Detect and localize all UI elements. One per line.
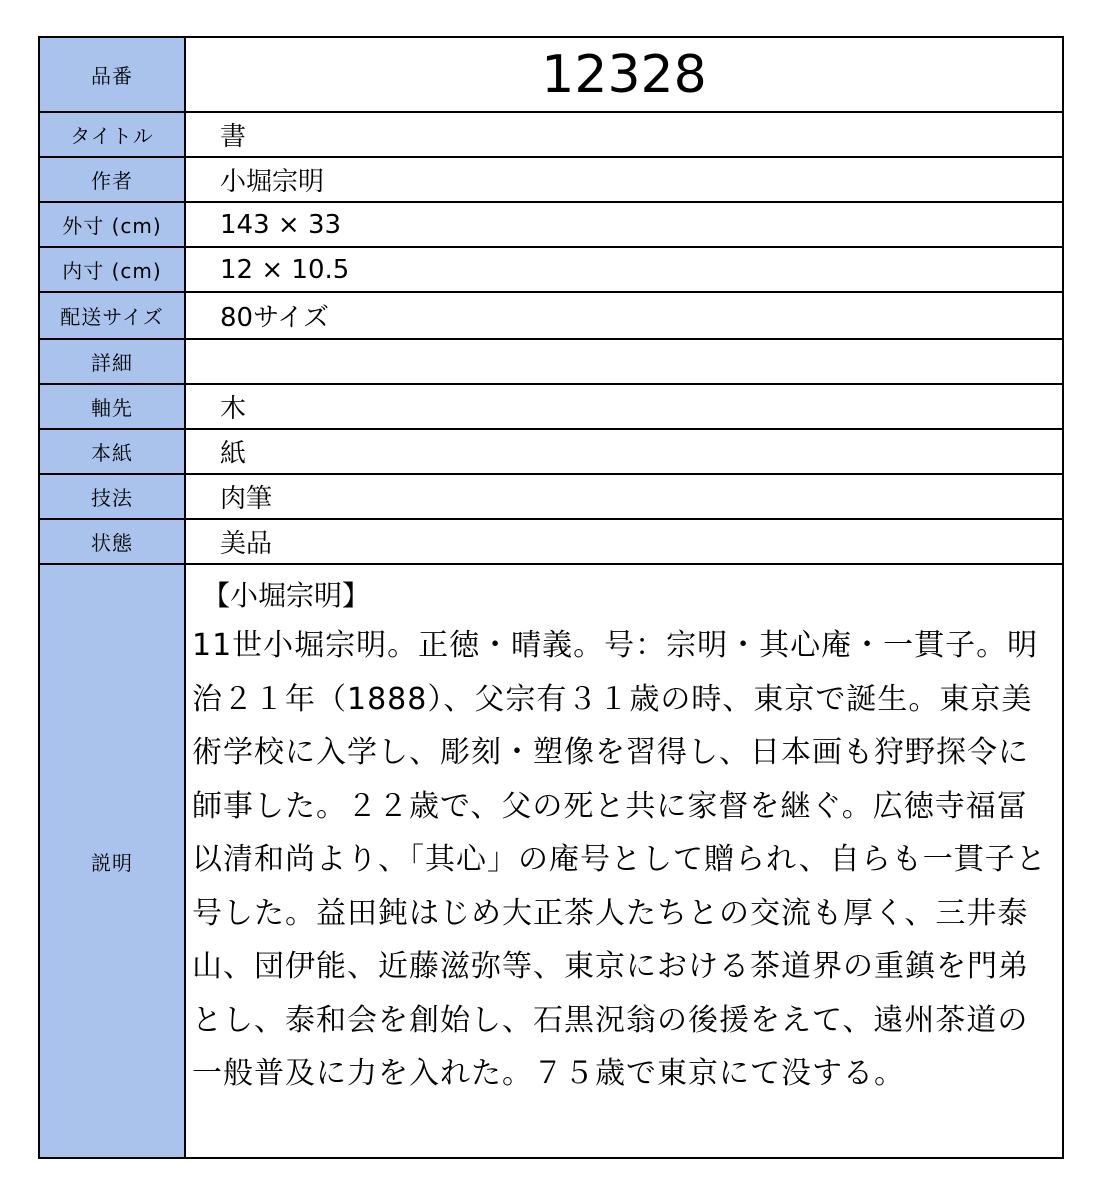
base-material-value: 紙 <box>185 429 1063 474</box>
shipping-size-label: 配送サイズ <box>39 292 185 339</box>
item-number-label: 品番 <box>39 37 185 112</box>
roller-end-label: 軸先 <box>39 384 185 429</box>
row-details <box>39 339 1063 384</box>
author-value: 小堀宗明 <box>185 157 1063 202</box>
outer-size-value: 143 × 33 <box>185 202 1063 247</box>
base-material-label: 本紙 <box>39 429 185 474</box>
inner-size-value: 12 × 10.5 <box>185 247 1063 292</box>
row-inner-size <box>39 247 1063 292</box>
row-description <box>39 564 1063 1158</box>
technique-label: 技法 <box>39 474 185 519</box>
author-label: 作者 <box>39 157 185 202</box>
item-number-value: 12328 <box>185 37 1063 112</box>
description-label: 説明 <box>39 564 185 1158</box>
row-shipping-size <box>39 292 1063 339</box>
description-body: 11世小堀宗明。正徳・晴義。号：宗明・其心庵・一貫子。明治２１年（1888）、父宗有３１歳の時、東京で誕生。東京美術学校に入学し、彫刻・塑像を習得し、日本画も狩野探令に師事した。２２歳で、父の死と共に家督を継ぐ。広徳寺福冨以清和尚より、「其心」の庵号として贈られ、自らも一貫子と号した。益田鈍はじめ大正茶人たちとの交流も厚く、三井泰山、団伊能、近藤滋弥等、東京における茶道界の重鎮を門弟とし、泰和会を創始し、石黒況翁の後援をえて、遠州茶道の一般普及に力を入れた。７５歳で東京にて没する。 <box>192 628 1047 1091</box>
roller-end-value: 木 <box>185 384 1063 429</box>
description-value <box>185 564 1063 1158</box>
description-heading: 【小堀宗明】 <box>202 579 371 612</box>
inner-size-label: 内寸 (cm) <box>39 247 185 292</box>
condition-value: 美品 <box>185 519 1063 564</box>
row-author <box>39 157 1063 202</box>
row-item-number <box>39 37 1063 112</box>
details-value <box>185 339 1063 384</box>
row-outer-size <box>39 202 1063 247</box>
row-condition <box>39 519 1063 564</box>
title-label: タイトル <box>39 112 185 157</box>
row-technique <box>39 474 1063 519</box>
row-base-material <box>39 429 1063 474</box>
row-title <box>39 112 1063 157</box>
product-spec-table <box>38 36 1064 1159</box>
condition-label: 状態 <box>39 519 185 564</box>
shipping-size-value: 80サイズ <box>185 292 1063 339</box>
title-value: 書 <box>185 112 1063 157</box>
technique-value: 肉筆 <box>185 474 1063 519</box>
outer-size-label: 外寸 (cm) <box>39 202 185 247</box>
row-roller-end <box>39 384 1063 429</box>
details-label: 詳細 <box>39 339 185 384</box>
